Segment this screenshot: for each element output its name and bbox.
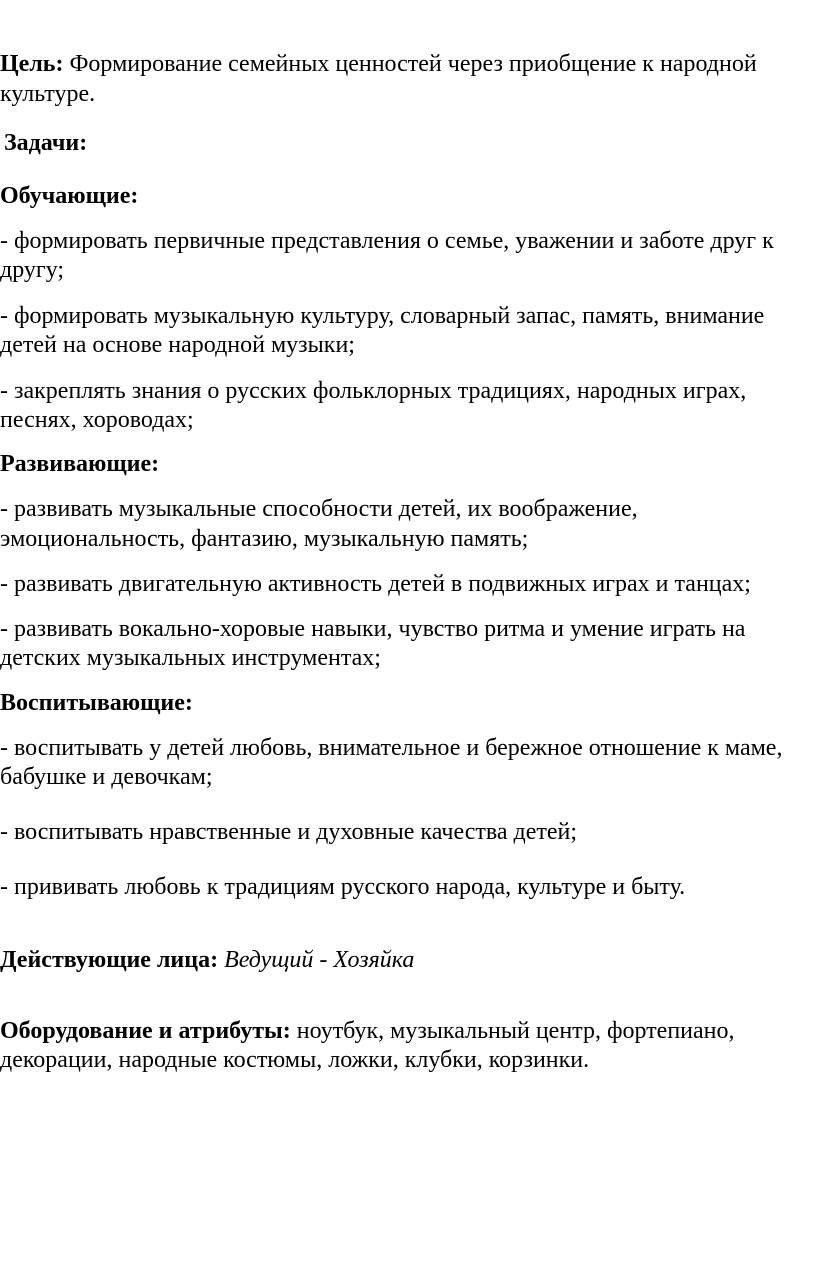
goal-text: Формирование семейных ценностей через приобщение к народной	[69, 51, 757, 77]
educating-item: - воспитывать нравственные и духовные качества детей;	[0, 819, 578, 845]
characters-value: Ведущий - Хозяйка	[224, 947, 415, 973]
equipment-line	[0, 1016, 735, 1046]
developing-item: - развивать музыкальные способности детей, их воображение,	[0, 496, 638, 522]
educating-item: - воспитывать у детей любовь, внимательное и бережное отношение к маме,	[0, 735, 783, 761]
educating-item: бабушке и девочкам;	[0, 764, 213, 790]
developing-item: детских музыкальных инструментах;	[0, 645, 381, 671]
educating-heading: Воспитывающие:	[0, 690, 193, 716]
equipment-text: ноутбук, музыкальный центр, фортепиано,	[296, 1018, 735, 1044]
teaching-item: - формировать первичные представления о семье, уважении и заботе друг к	[0, 228, 774, 254]
teaching-item: детей на основе народной музыки;	[0, 332, 355, 358]
equipment-text-cont: декорации, народные костюмы, ложки, клубки, корзинки.	[0, 1047, 590, 1073]
developing-item: - развивать вокально-хоровые навыки, чувство ритма и умение играть на	[0, 616, 746, 642]
developing-item: эмоциональность, фантазию, музыкальную память;	[0, 526, 529, 552]
equipment-label: Оборудование и атрибуты:	[0, 1018, 291, 1044]
tasks-heading: Задачи:	[4, 130, 88, 156]
teaching-item: - закреплять знания о русских фольклорных традициях, народных играх,	[0, 378, 747, 404]
goal-text-cont: культуре.	[0, 81, 96, 107]
characters-label: Действующие лица:	[0, 947, 219, 973]
developing-item: - развивать двигательную активность детей в подвижных играх и танцах;	[0, 571, 751, 597]
teaching-item: песнях, хороводах;	[0, 407, 194, 433]
educating-item: - прививать любовь к традициям русского народа, культуре и быту.	[0, 874, 686, 900]
teaching-item: - формировать музыкальную культуру, словарный запас, память, внимание	[0, 303, 765, 329]
teaching-item: другу;	[0, 257, 65, 283]
teaching-heading: Обучающие:	[0, 183, 139, 209]
characters-line	[0, 945, 414, 975]
developing-heading: Развивающие:	[0, 451, 160, 477]
goal-line	[0, 49, 757, 79]
goal-label: Цель:	[0, 51, 64, 77]
